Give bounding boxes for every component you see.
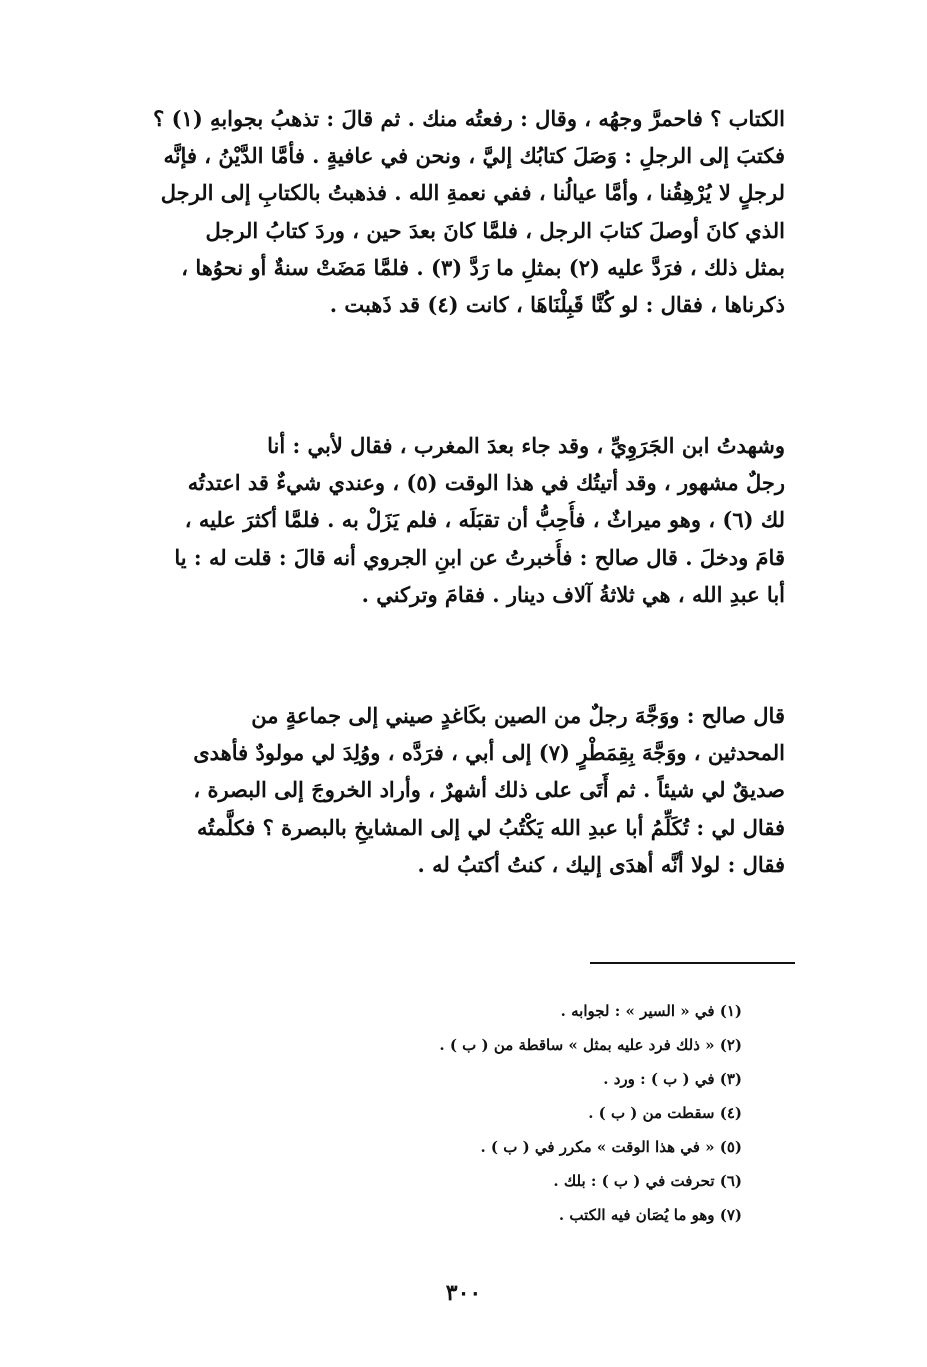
text-line: الذي كانَ أوصلَ كتابَ الرجل ، فلمَّا كانَ بعدَ حين ، وردَ كتابُ الرجل (205, 217, 785, 243)
paragraph-2 (120, 427, 785, 613)
footnote-5: (٥) « في هذا الوقت » مكرر في ( ب ) . (480, 1138, 742, 1156)
page-number: ٣٠٠ (445, 1280, 482, 1306)
footnote-1: (١) في « السير » : لجوابه . (560, 1002, 742, 1020)
text-line: ذكرناها ، فقال : لو كُنَّا قَبِلْنَاهَا ، كانت (٤) قد ذَهبت . (329, 291, 785, 317)
text-line: المحدثين ، ووَجَّهَ بِقِمَطْرٍ (٧) إلى أبي ، فرَدَّه ، ووُلِدَ لي مولودٌ فأهدى (193, 740, 785, 766)
text-line: قامَ ودخلَ . قال صالح : فأُخبرتُ عن ابنِ الجروي أنه قالَ : قلت له : يا (174, 544, 785, 570)
text-line: صديقٌ لي شيئاً . ثم أَتَى على ذلك أشهرٌ ، وأراد الخروجَ إلى البصرة ، (193, 777, 785, 803)
text-line: رجلٌ مشهور ، وقد أتيتُك في هذا الوقت (٥) ، وعندي شيءٌ قد اعتدتُه (187, 470, 785, 496)
footnote-4: (٤) سقطت من ( ب ) . (588, 1104, 742, 1122)
footnote-2: (٢) « ذلك فرد عليه بمثل » ساقطة من ( ب ) . (439, 1036, 742, 1054)
text-line: بمثل ذلك ، فرَدَّ عليه (٢) بمثلِ ما رَدَّ (٣) . فلمَّا مَضَتْ سنةٌ أو نحوُها ، (181, 254, 785, 280)
footnotes (262, 994, 742, 1232)
text-line: فقال : لولا أنَّه أهدَى إليك ، كنتُ أكتبُ له . (417, 851, 785, 877)
text-line: لرجلٍ لا يُرْهِقُنا ، وأمَّا عيالُنا ، ففي نعمةِ الله . فذهبتُ بالكتابِ إلى الرجل (160, 180, 785, 206)
footnote-divider (590, 962, 795, 964)
text-line: أبا عبدِ الله ، هي ثلاثةُ آلاف دينار . فقامَ وتركني . (361, 581, 785, 607)
text-line: قال صالح : ووَجَّهَ رجلٌ من الصين بكَاغدٍ صيني إلى جماعةٍ من (251, 703, 785, 728)
footnote-3: (٣) في ( ب ) : ورد . (603, 1070, 742, 1088)
text-line: فكتبَ إلى الرجلِ : وَصَلَ كتابُك إليَّ ، ونحن في عافيةٍ . فأمَّا الدَّيْنُ ، فإنَّه (163, 143, 785, 169)
text-line: فقال لي : تُكَلِّمُ أبا عبدِ الله يَكْتُبُ لي إلى المشايخِ بالبصرة ؟ فكلَّمتُه (197, 814, 785, 840)
paragraph-3 (120, 697, 785, 883)
footnote-7: (٧) وهو ما يُصَان فيه الكتب . (558, 1206, 742, 1224)
text-line: وشهدتُ ابن الجَرَوِيِّ ، وقد جاء بعدَ المغرب ، فقال لأبي : أنا (267, 433, 785, 458)
text-line: الكتاب ؟ فاحمرَّ وجهُه ، وقال : رفعتُه منك . ثم قالَ : تذهبُ بجوابهِ (١) ؟ (153, 106, 785, 131)
paragraph-1 (120, 100, 785, 323)
text-line: لك (٦) ، وهو ميراثٌ ، فأُحِبُّ أن تقبَلَه ، فلم يَزَلْ به . فلمَّا أكثرَ عليه ، (184, 507, 785, 533)
footnote-6: (٦) تحرفت في ( ب ) : بلك . (553, 1172, 742, 1190)
